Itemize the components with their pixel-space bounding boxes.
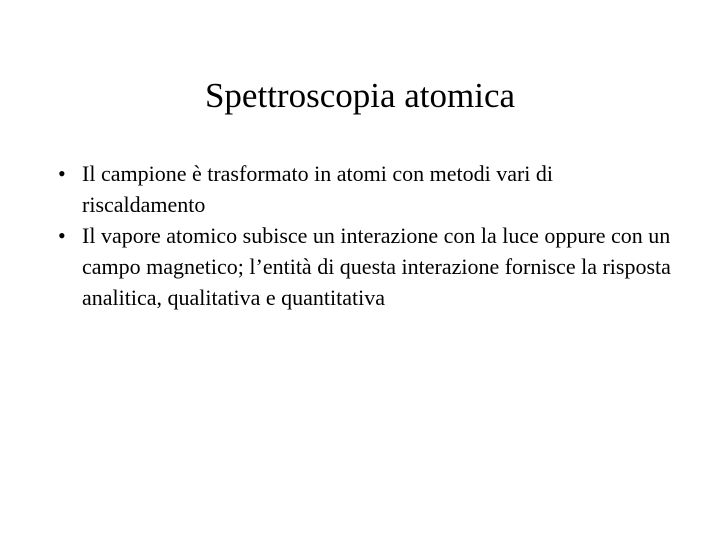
slide-title: Spettroscopia atomica (204, 76, 516, 115)
bullet-text: Il campione è trasformato in atomi con metodi vari di riscaldamento (82, 161, 554, 217)
bullet-list (58, 158, 678, 313)
bullet-icon: • (58, 161, 66, 186)
bullet-item (58, 220, 678, 313)
bullet-icon: • (58, 223, 66, 248)
bullet-item (58, 158, 678, 220)
bullet-text: Il vapore atomico subisce un interazione con la luce oppure con un campo magnetico; l’entità di questa interazione fornisce la risposta analitica, qualitativa e quantitativa (82, 223, 671, 310)
